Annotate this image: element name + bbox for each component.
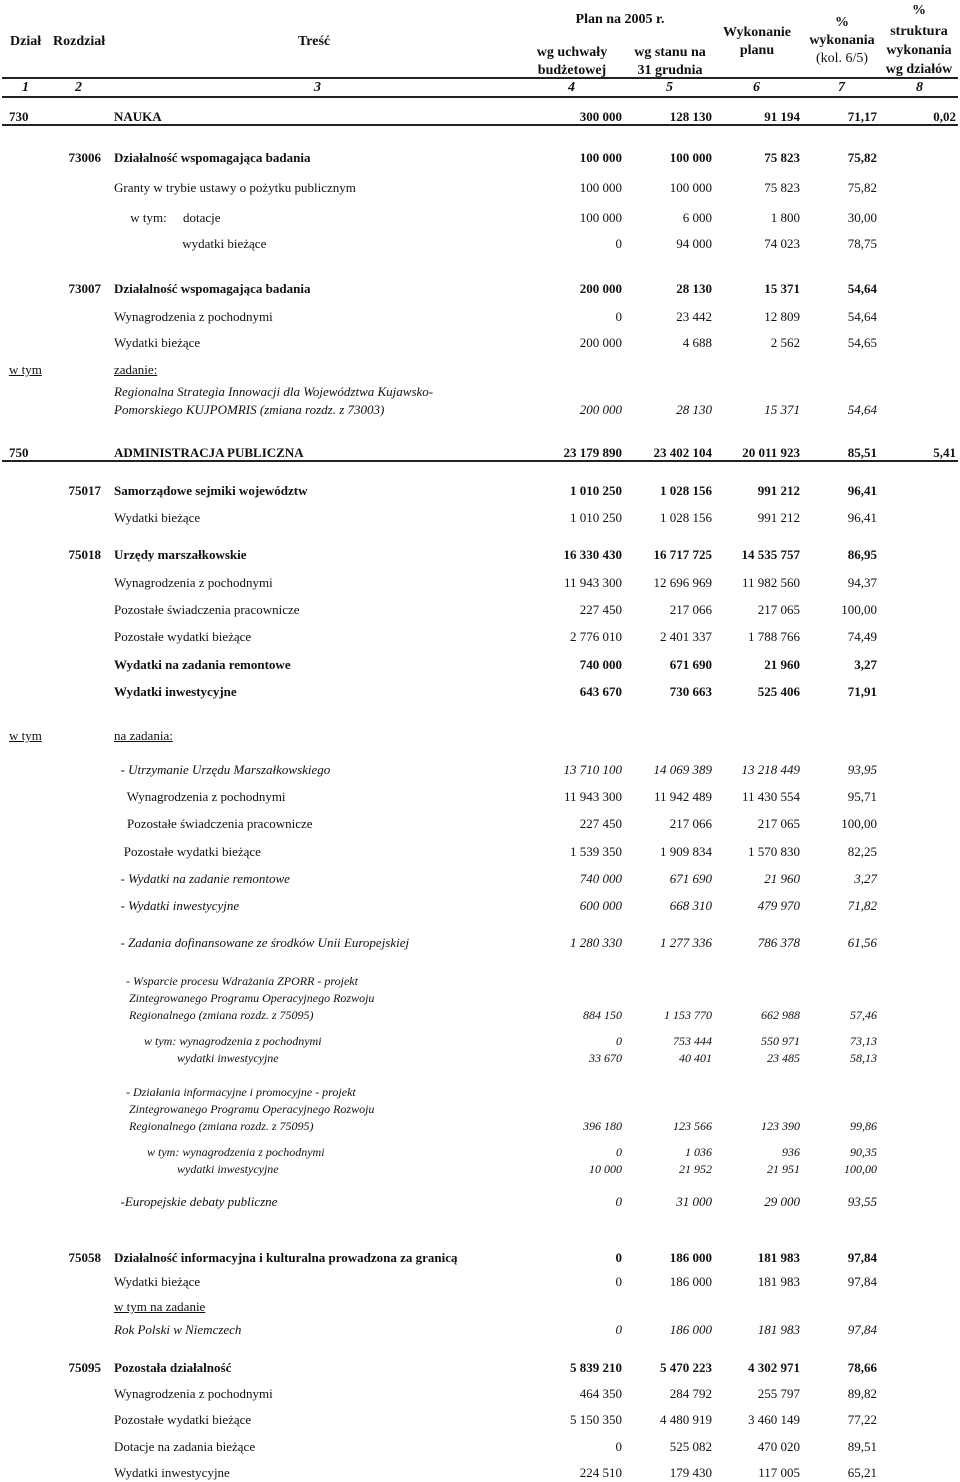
plan-stan-value: 23 442: [676, 309, 712, 324]
plan-stan-value: 4 688: [682, 335, 712, 350]
plan-stan-value: 186 000: [669, 1274, 712, 1289]
plan-uchwaly-value: 200 000: [579, 402, 622, 417]
pct-wykonania-value: 61,56: [847, 935, 877, 950]
pct-wykonania-value: 99,86: [850, 1119, 877, 1133]
plan-stan-value: 5 470 223: [660, 1360, 712, 1375]
header-struktura-4: wg działów: [885, 62, 953, 77]
plan-stan-value: 179 430: [669, 1465, 712, 1480]
plan-uchwaly-value: 227 450: [579, 602, 622, 617]
header-struktura-1: %: [912, 3, 926, 18]
pct-wykonania-value: 71,91: [847, 684, 877, 699]
pct-wykonania-value: 54,64: [847, 281, 877, 296]
pct-wykonania-value: 89,51: [847, 1439, 877, 1454]
pct-wykonania-value: 93,95: [847, 762, 877, 777]
plan-uchwaly-value: 740 000: [579, 871, 622, 886]
wykonanie-value: 181 983: [757, 1250, 800, 1265]
header-struktura-2: struktura: [890, 24, 948, 39]
wykonanie-value: 550 971: [761, 1034, 800, 1048]
plan-uchwaly-value: 33 670: [589, 1051, 622, 1065]
plan-uchwaly-value: 0: [615, 1250, 622, 1265]
wykonanie-value: 991 212: [757, 483, 800, 498]
row-label: Urzędy marszałkowskie: [114, 547, 247, 562]
pct-wykonania-value: 74,49: [847, 629, 877, 644]
row-label: wydatki bieżące: [114, 236, 267, 251]
plan-stan-value: 753 444: [673, 1034, 712, 1048]
pct-wykonania-value: 71,82: [847, 898, 877, 913]
rozdzial-code: 75095: [68, 1360, 101, 1375]
dzial-code: w tym: [9, 362, 42, 377]
plan-stan-value: 21 952: [679, 1162, 712, 1176]
dzial-code: 750: [9, 445, 29, 460]
wykonanie-value: 479 970: [757, 898, 800, 913]
plan-uchwaly-value: 11 943 300: [563, 575, 622, 590]
plan-uchwaly-value: 200 000: [579, 335, 622, 350]
pct-wykonania-value: 97,84: [847, 1250, 877, 1265]
row-label: Wydatki na zadania remontowe: [114, 657, 291, 672]
wykonanie-value: 21 960: [764, 871, 800, 886]
row-label: - Wsparcie procesu Wdrażania ZPORR - projekt: [114, 974, 358, 988]
row-label: Pozostała działalność: [114, 1360, 232, 1375]
row-label: zadanie:: [114, 362, 158, 377]
plan-uchwaly-value: 2 776 010: [570, 629, 622, 644]
pct-wykonania-value: 100,00: [841, 602, 877, 617]
pct-wykonania-value: 78,75: [847, 236, 877, 251]
plan-stan-value: 12 696 969: [653, 575, 712, 590]
wykonanie-value: 4 302 971: [748, 1360, 800, 1375]
pct-wykonania-value: 54,64: [847, 402, 877, 417]
plan-uchwaly-value: 0: [615, 1194, 622, 1209]
row-label: ADMINISTRACJA PUBLICZNA: [114, 445, 304, 460]
plan-uchwaly-value: 5 839 210: [570, 1360, 622, 1375]
wykonanie-value: 255 797: [757, 1386, 800, 1401]
plan-uchwaly-value: 740 000: [579, 657, 622, 672]
row-label: Wydatki bieżące: [114, 1274, 201, 1289]
plan-uchwaly-value: 643 670: [579, 684, 622, 699]
plan-uchwaly-value: 5 150 350: [570, 1412, 622, 1427]
pct-wykonania-value: 94,37: [847, 575, 877, 590]
plan-stan-value: 40 401: [679, 1051, 712, 1065]
header-pct-wykonania-1: %: [835, 15, 849, 30]
plan-uchwaly-value: 0: [615, 1274, 622, 1289]
rozdzial-code: 75018: [68, 547, 101, 562]
row-label: Działalność informacyjna i kulturalna prowadzona za granicą: [114, 1250, 458, 1265]
plan-uchwaly-value: 1 280 330: [570, 935, 622, 950]
pct-wykonania-value: 89,82: [847, 1386, 877, 1401]
plan-stan-value: 671 690: [669, 657, 712, 672]
plan-stan-value: 1 036: [685, 1145, 712, 1159]
rozdzial-code: 75017: [68, 483, 101, 498]
header-col-number: 3: [314, 80, 321, 95]
plan-stan-value: 100 000: [669, 180, 712, 195]
wykonanie-value: 21 960: [764, 657, 800, 672]
header-struktura-3: wykonania: [886, 43, 952, 58]
plan-stan-value: 668 310: [669, 898, 712, 913]
wykonanie-value: 11 982 560: [741, 575, 800, 590]
header-col-number: 7: [838, 80, 845, 95]
pct-wykonania-value: 65,21: [847, 1465, 877, 1480]
row-label: Regionalnego (zmiana rozdz. z 75095): [114, 1008, 314, 1022]
header-plan-stan-1: wg stanu na: [634, 45, 706, 60]
pct-wykonania-value: 90,35: [850, 1145, 877, 1159]
plan-uchwaly-value: 1 010 250: [570, 510, 622, 525]
row-label: Granty w trybie ustawy o pożytku publicznym: [114, 180, 356, 195]
plan-uchwaly-value: 464 350: [579, 1386, 622, 1401]
wykonanie-value: 3 460 149: [748, 1412, 800, 1427]
row-label: Wynagrodzenia z pochodnymi: [114, 575, 273, 590]
header-col-number: 1: [22, 80, 29, 95]
plan-stan-value: 1 153 770: [664, 1008, 712, 1022]
pct-wykonania-value: 97,84: [847, 1322, 877, 1337]
header-rozdzial: Rozdział: [53, 34, 106, 49]
plan-stan-value: 730 663: [669, 684, 712, 699]
header-col-number: 4: [568, 80, 575, 95]
plan-stan-value: 128 130: [669, 109, 712, 124]
plan-stan-value: 28 130: [676, 281, 712, 296]
header-plan-title: Plan na 2005 r.: [575, 12, 665, 27]
plan-stan-value: 6 000: [682, 210, 712, 225]
pct-wykonania-value: 86,95: [847, 547, 877, 562]
plan-uchwaly-value: 884 150: [583, 1008, 622, 1022]
wykonanie-value: 470 020: [757, 1439, 800, 1454]
struktura-value: 5,41: [933, 445, 956, 460]
pct-wykonania-value: 96,41: [847, 483, 877, 498]
plan-stan-value: 1 909 834: [660, 844, 712, 859]
plan-stan-value: 186 000: [669, 1250, 712, 1265]
pct-wykonania-value: 71,17: [847, 109, 877, 124]
row-label: - Działania informacyjne i promocyjne - projekt: [114, 1085, 356, 1099]
plan-uchwaly-value: 0: [616, 1145, 622, 1159]
plan-stan-value: 14 069 389: [653, 762, 712, 777]
pct-wykonania-value: 97,84: [847, 1274, 877, 1289]
row-label: Pozostałe wydatki bieżące: [114, 844, 261, 859]
header-plan-stan-2: 31 grudnia: [637, 63, 703, 78]
row-label: w tym: wynagrodzenia z pochodnymi: [114, 1034, 322, 1048]
plan-stan-value: 217 066: [669, 602, 712, 617]
header-col-number: 6: [753, 80, 760, 95]
rozdzial-code: 73006: [68, 150, 101, 165]
dzial-code: 730: [9, 109, 29, 124]
pct-wykonania-value: 54,65: [847, 335, 877, 350]
row-label: Zintegrowanego Programu Operacyjnego Rozwoju: [114, 991, 375, 1005]
row-label: - Utrzymanie Urzędu Marszałkowskiego: [114, 762, 331, 777]
plan-stan-value: 217 066: [669, 816, 712, 831]
wykonanie-value: 21 951: [767, 1162, 800, 1176]
header-col-number: 2: [75, 80, 82, 95]
wykonanie-value: 11 430 554: [741, 789, 800, 804]
wykonanie-value: 181 983: [757, 1274, 800, 1289]
plan-stan-value: 11 942 489: [653, 789, 712, 804]
header-wykonanie-1: Wykonanie: [723, 25, 791, 40]
plan-uchwaly-value: 100 000: [579, 180, 622, 195]
plan-stan-value: 28 130: [676, 402, 712, 417]
plan-uchwaly-value: 0: [616, 1034, 622, 1048]
plan-stan-value: 525 082: [669, 1439, 712, 1454]
row-label: Samorządowe sejmiki województw: [114, 483, 308, 498]
plan-stan-value: 94 000: [676, 236, 712, 251]
plan-stan-value: 4 480 919: [660, 1412, 712, 1427]
plan-uchwaly-value: 396 180: [583, 1119, 622, 1133]
header-wykonanie-2: planu: [739, 43, 775, 58]
pct-wykonania-value: 73,13: [850, 1034, 877, 1048]
plan-uchwaly-value: 23 179 890: [563, 445, 622, 460]
plan-uchwaly-value: 10 000: [589, 1162, 622, 1176]
row-label: Wydatki bieżące: [114, 335, 201, 350]
header-tresc: Treść: [298, 34, 331, 49]
row-label: na zadania:: [114, 728, 173, 743]
pct-wykonania-value: 100,00: [841, 816, 877, 831]
pct-wykonania-value: 100,00: [844, 1162, 877, 1176]
row-label: wydatki inwestycyjne: [114, 1162, 279, 1176]
plan-uchwaly-value: 16 330 430: [563, 547, 622, 562]
pct-wykonania-value: 58,13: [850, 1051, 877, 1065]
plan-stan-value: 2 401 337: [660, 629, 712, 644]
wykonanie-value: 23 485: [767, 1051, 800, 1065]
plan-uchwaly-value: 224 510: [579, 1465, 622, 1480]
plan-uchwaly-value: 0: [615, 309, 622, 324]
wykonanie-value: 217 065: [757, 816, 800, 831]
header-col-number: 5: [666, 80, 673, 95]
pct-wykonania-value: 82,25: [847, 844, 877, 859]
pct-wykonania-value: 77,22: [847, 1412, 877, 1427]
plan-stan-value: 671 690: [669, 871, 712, 886]
plan-stan-value: 123 566: [673, 1119, 712, 1133]
wykonanie-value: 662 988: [761, 1008, 800, 1022]
row-label: Pozostałe wydatki bieżące: [114, 1412, 252, 1427]
plan-uchwaly-value: 300 000: [579, 109, 622, 124]
pct-wykonania-value: 85,51: [847, 445, 877, 460]
struktura-value: 0,02: [933, 109, 956, 124]
row-label: Wydatki inwestycyjne: [114, 684, 237, 699]
row-label: Regionalnego (zmiana rozdz. z 75095): [114, 1119, 314, 1133]
row-label: Dotacje na zadania bieżące: [114, 1439, 256, 1454]
wykonanie-value: 1 570 830: [748, 844, 800, 859]
plan-uchwaly-value: 200 000: [579, 281, 622, 296]
plan-uchwaly-value: 0: [615, 236, 622, 251]
rozdzial-code: 73007: [68, 281, 101, 296]
row-label: w tym: dotacje: [114, 210, 221, 225]
wykonanie-value: 2 562: [770, 335, 800, 350]
pct-wykonania-value: 93,55: [847, 1194, 877, 1209]
row-label: Wydatki inwestycyjne: [114, 1465, 230, 1480]
plan-uchwaly-value: 227 450: [579, 816, 622, 831]
header-plan-uchwaly-1: wg uchwały: [536, 45, 608, 60]
pct-wykonania-value: 95,71: [847, 789, 877, 804]
row-label: wydatki inwestycyjne: [114, 1051, 279, 1065]
pct-wykonania-value: 54,64: [847, 309, 877, 324]
row-label: - Wydatki na zadanie remontowe: [114, 871, 290, 886]
plan-stan-value: 1 028 156: [660, 510, 712, 525]
plan-uchwaly-value: 600 000: [579, 898, 622, 913]
plan-stan-value: 1 028 156: [660, 483, 712, 498]
row-label: - Wydatki inwestycyjne: [114, 898, 240, 913]
row-label: Regionalna Strategia Innowacji dla Województwa Kujawsko-: [114, 384, 434, 399]
wykonanie-value: 20 011 923: [742, 445, 800, 460]
plan-uchwaly-value: 100 000: [579, 210, 622, 225]
wykonanie-value: 75 823: [764, 180, 800, 195]
header-pct-wykonania-2: wykonania: [809, 33, 875, 48]
row-label: w tym: wynagrodzenia z pochodnymi: [114, 1145, 325, 1159]
row-label: Działalność wspomagająca badania: [114, 150, 311, 165]
row-label: Pozostałe świadczenia pracownicze: [114, 602, 300, 617]
plan-uchwaly-value: 1 539 350: [570, 844, 622, 859]
wykonanie-value: 786 378: [757, 935, 800, 950]
wykonanie-value: 991 212: [757, 510, 800, 525]
row-label: Pozostałe wydatki bieżące: [114, 629, 252, 644]
plan-uchwaly-value: 11 943 300: [563, 789, 622, 804]
wykonanie-value: 117 005: [758, 1465, 800, 1480]
wykonanie-value: 12 809: [764, 309, 800, 324]
row-label: Działalność wspomagająca badania: [114, 281, 311, 296]
row-label: -Europejskie debaty publiczne: [114, 1194, 278, 1209]
row-label: Zintegrowanego Programu Operacyjnego Rozwoju: [114, 1102, 375, 1116]
row-label: Wydatki bieżące: [114, 510, 201, 525]
pct-wykonania-value: 30,00: [847, 210, 877, 225]
rozdzial-code: 75058: [68, 1250, 101, 1265]
wykonanie-value: 13 218 449: [741, 762, 800, 777]
header-dzial: Dział: [10, 34, 42, 49]
plan-uchwaly-value: 13 710 100: [563, 762, 622, 777]
pct-wykonania-value: 57,46: [850, 1008, 877, 1022]
plan-stan-value: 284 792: [669, 1386, 712, 1401]
wykonanie-value: 91 194: [764, 109, 800, 124]
row-label: Wynagrodzenia z pochodnymi: [114, 1386, 273, 1401]
plan-stan-value: 31 000: [676, 1194, 712, 1209]
dzial-code: w tym: [9, 728, 42, 743]
row-label: Wynagrodzenia z pochodnymi: [114, 789, 286, 804]
row-label: Pozostałe świadczenia pracownicze: [114, 816, 313, 831]
pct-wykonania-value: 3,27: [854, 871, 877, 886]
row-label: Pomorskiego KUJPOMRIS (zmiana rozdz. z 73003): [114, 402, 385, 417]
header-col-number: 8: [916, 80, 923, 95]
pct-wykonania-value: 75,82: [847, 150, 877, 165]
wykonanie-value: 1 800: [770, 210, 800, 225]
wykonanie-value: 123 390: [761, 1119, 800, 1133]
wykonanie-value: 15 371: [764, 402, 800, 417]
pct-wykonania-value: 78,66: [847, 1360, 877, 1375]
wykonanie-value: 181 983: [757, 1322, 800, 1337]
plan-stan-value: 1 277 336: [660, 935, 712, 950]
wykonanie-value: 217 065: [757, 602, 800, 617]
row-label: NAUKA: [114, 109, 162, 124]
plan-uchwaly-value: 1 010 250: [570, 483, 622, 498]
plan-uchwaly-value: 0: [615, 1322, 622, 1337]
wykonanie-value: 75 823: [764, 150, 800, 165]
wykonanie-value: 29 000: [764, 1194, 800, 1209]
wykonanie-value: 1 788 766: [748, 629, 800, 644]
row-label: Wynagrodzenia z pochodnymi: [114, 309, 273, 324]
wykonanie-value: 525 406: [757, 684, 800, 699]
plan-stan-value: 186 000: [669, 1322, 712, 1337]
row-label: Rok Polski w Niemczech: [114, 1322, 242, 1337]
wykonanie-value: 74 023: [764, 236, 800, 251]
header-plan-uchwaly-2: budżetowej: [537, 63, 607, 78]
wykonanie-value: 936: [782, 1145, 800, 1159]
wykonanie-value: 14 535 757: [741, 547, 800, 562]
row-label: - Zadania dofinansowane ze środków Unii Europejskiej: [114, 935, 410, 950]
pct-wykonania-value: 3,27: [854, 657, 877, 672]
row-label: w tym na zadanie: [114, 1299, 206, 1314]
plan-stan-value: 16 717 725: [653, 547, 712, 562]
plan-uchwaly-value: 0: [615, 1439, 622, 1454]
plan-stan-value: 100 000: [669, 150, 712, 165]
pct-wykonania-value: 96,41: [847, 510, 877, 525]
plan-stan-value: 23 402 104: [653, 445, 712, 460]
pct-wykonania-value: 75,82: [847, 180, 877, 195]
wykonanie-value: 15 371: [764, 281, 800, 296]
header-pct-wykonania-3: (kol. 6/5): [815, 51, 869, 66]
plan-uchwaly-value: 100 000: [579, 150, 622, 165]
